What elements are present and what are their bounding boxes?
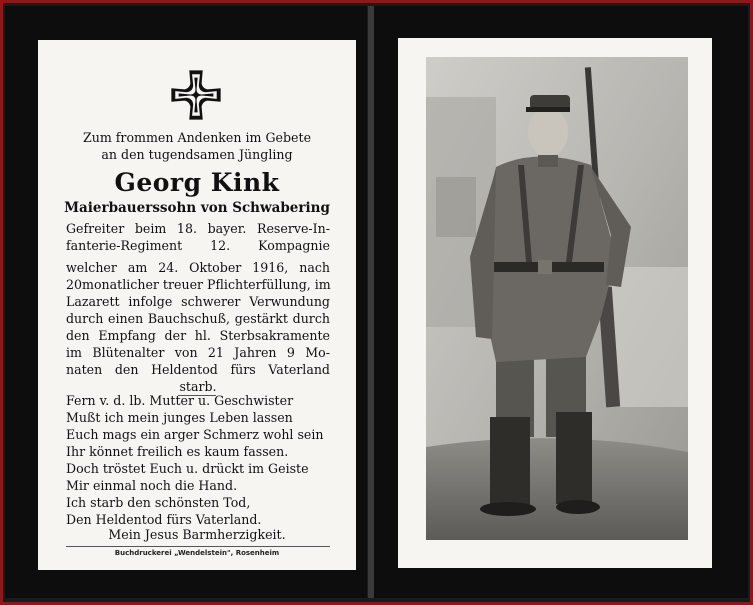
soldier-photograph xyxy=(426,57,688,540)
body-line-last: starb. xyxy=(179,379,217,394)
soldier-photo-image xyxy=(426,57,688,540)
body-line: naten den Heldentod fürs Vaterland xyxy=(66,362,330,377)
printer-divider xyxy=(66,546,330,547)
rank-block xyxy=(66,220,330,254)
poem-line: Euch mags ein arger Schmerz wohl sein xyxy=(66,427,324,442)
poem-line: Mir einmal noch die Hand. xyxy=(66,478,238,493)
poem-line: Doch tröstet Euch u. drückt im Geiste xyxy=(66,461,309,476)
body-line: den Empfang der hl. Sterbsakramente xyxy=(66,328,330,343)
printer-imprint: Buchdruckerei „Wendelstein", Rosenheim xyxy=(114,549,280,557)
body-line: durch einen Bauchschuß, gestärkt durch xyxy=(66,311,330,326)
deceased-name: Georg Kink xyxy=(114,168,280,197)
body-line: Lazarett infolge schwerer Verwundung xyxy=(66,294,330,309)
body-line: welcher am 24. Oktober 1916, nach xyxy=(66,260,330,275)
body-line: im Blütenalter von 21 Jahren 9 Mo- xyxy=(66,345,330,360)
poem-line: Fern v. d. lb. Mutter u. Geschwister xyxy=(66,393,294,408)
intro-line-1: Zum frommen Andenken im Gebete xyxy=(82,130,312,145)
subtitle-origin: Maierbauerssohn von Schwabering xyxy=(64,200,330,216)
closing-prayer: Mein Jesus Barmherzigkeit. xyxy=(108,527,286,542)
rank-line-2: fanterie-Regiment 12. Kompagnie xyxy=(66,238,330,253)
poem-line: Mußt ich mein junges Leben lassen xyxy=(66,410,293,425)
poem-line: Ihr könnet freilich es kaum fassen. xyxy=(66,444,289,459)
body-line: 20monatlicher treuer Pflichterfüllung, im xyxy=(66,277,331,292)
rank-line-1: Gefreiter beim 18. bayer. Reserve-In- xyxy=(66,221,330,236)
intro-line-2: an den tugendsamen Jüngling xyxy=(101,147,293,162)
text-card xyxy=(38,40,356,570)
iron-cross-icon xyxy=(168,67,224,123)
poem-line: Den Heldentod fürs Vaterland. xyxy=(66,512,262,527)
death-notice-block xyxy=(66,259,330,395)
poem-line: Ich starb den schönsten Tod, xyxy=(66,495,251,510)
poem-block xyxy=(66,392,334,528)
